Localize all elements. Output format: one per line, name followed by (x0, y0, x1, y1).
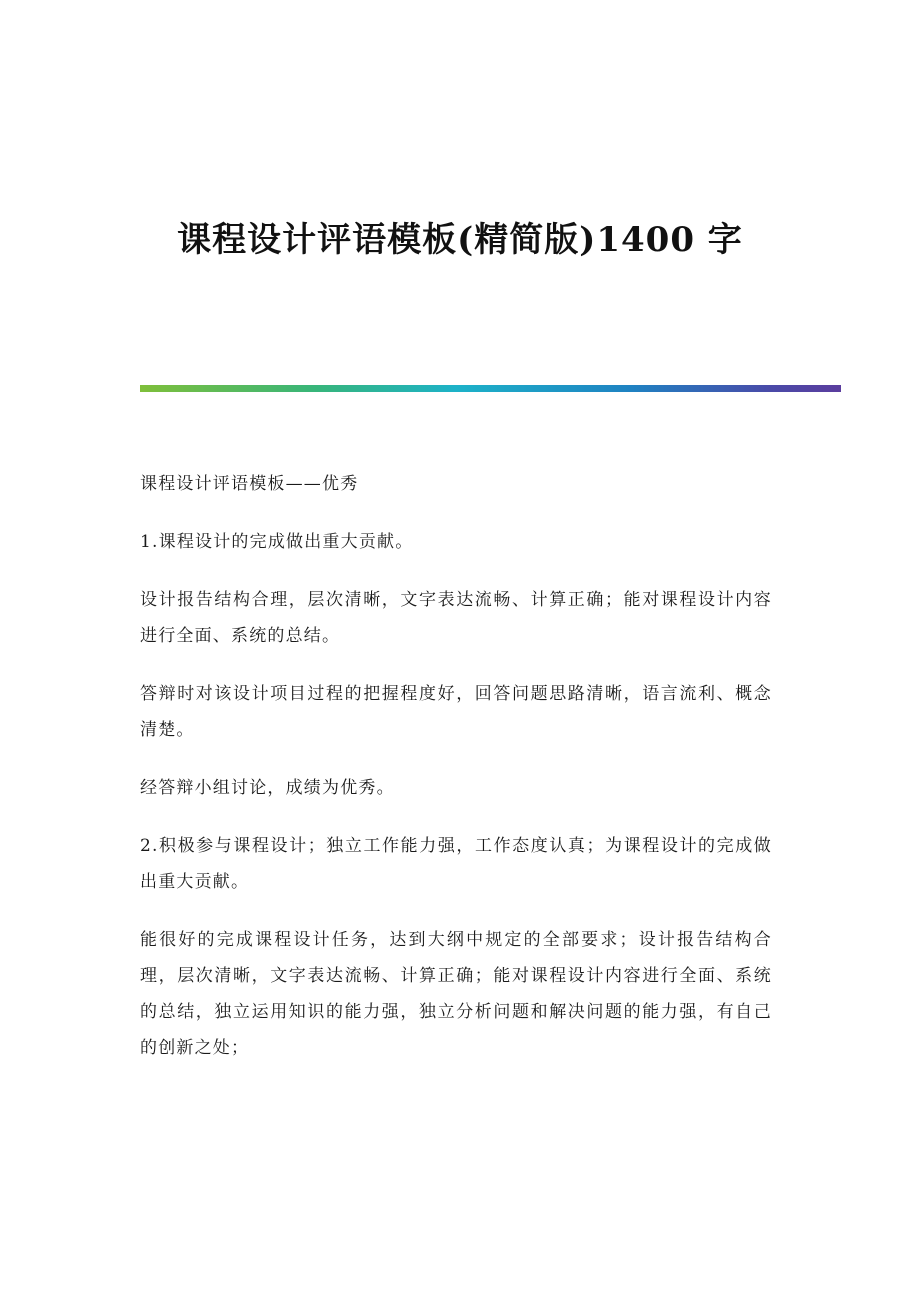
paragraph: 经答辩小组讨论，成绩为优秀。 (140, 778, 395, 798)
document-title: 课程设计评语模板(精简版)1400 字 (177, 220, 743, 260)
paragraph: 1.课程设计的完成做出重大贡献。 (140, 532, 414, 552)
paragraph: 设计报告结构合理，层次清晰，文字表达流畅、计算正确；能对课程设计内容进行全面、系统的总结。 (140, 590, 772, 646)
paragraph: 2.积极参与课程设计；独立工作能力强，工作态度认真；为课程设计的完成做出重大贡献。 (140, 836, 772, 892)
gradient-divider (140, 385, 841, 392)
document-body (140, 466, 772, 1088)
paragraph: 答辩时对该设计项目过程的把握程度好，回答问题思路清晰，语言流利、概念清楚。 (140, 684, 772, 740)
paragraph: 能很好的完成课程设计任务，达到大纲中规定的全部要求；设计报告结构合理，层次清晰，文字表达流畅、计算正确；能对课程设计内容进行全面、系统的总结，独立运用知识的能力强，独立分析问题和解决问题的能力强，有自己的创新之处； (140, 930, 772, 1058)
section-heading: 课程设计评语模板——优秀 (140, 474, 359, 494)
